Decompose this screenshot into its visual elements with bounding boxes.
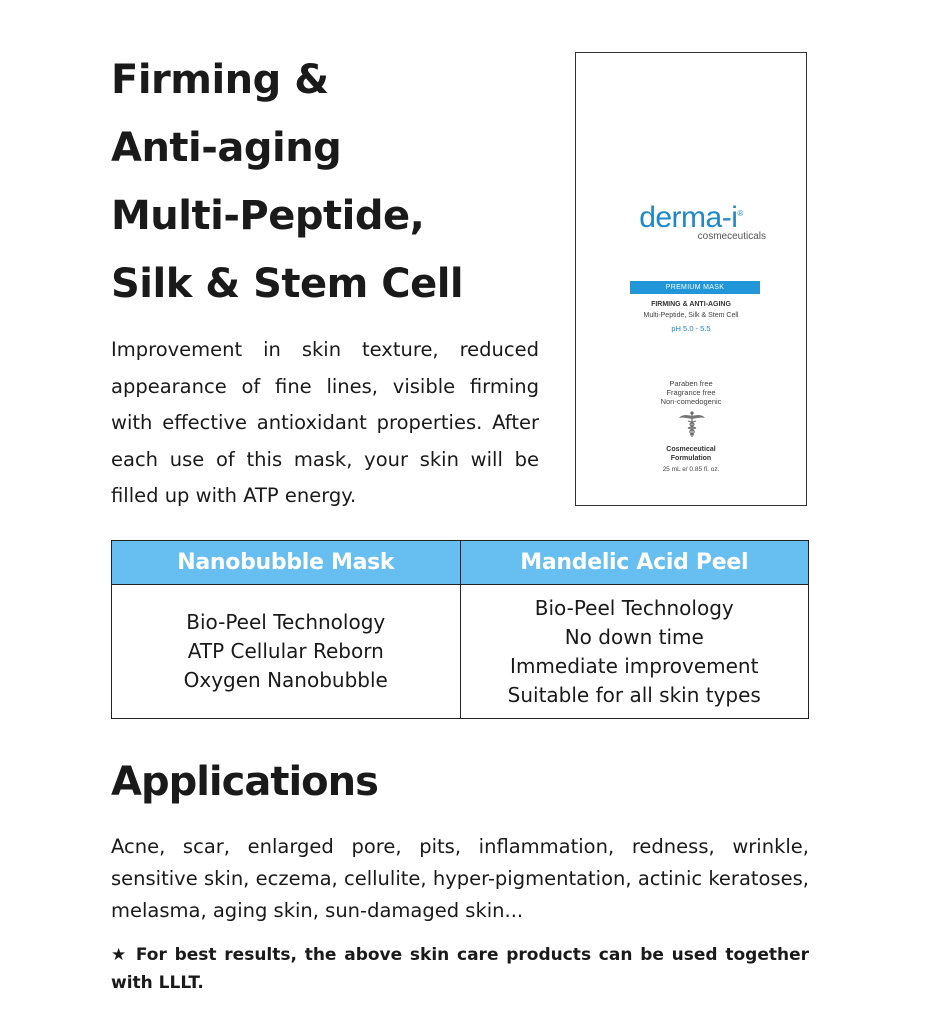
intro-paragraph: Improvement in skin texture, reduced appearance of fine lines, visible firming with effective antioxidant properties. After each use of this mask, your skin will be filled up with ATP energy. [111,338,539,507]
page-title [111,46,551,318]
package-claims [576,379,806,406]
mandelic-features-cell [460,585,809,719]
package-logo [576,199,806,243]
list-item: Bio-Peel Technology [186,610,386,634]
header-mandelic-acid-peel: Mandelic Acid Peel [460,541,809,585]
package-band: PREMIUM MASK [630,281,760,294]
package-desc: Multi-Peptide, Silk & Stem Cell [643,312,739,319]
package-claim: Paraben free [669,379,713,388]
mandelic-features [461,594,809,710]
applications-heading: Applications [111,759,378,805]
note-text: For best results, the above skin care products can be used together with LLLT. [111,945,809,993]
package-claim: Fragrance free [666,388,716,397]
package-volume: 25 mL e/ 0.85 fl. oz. [662,466,720,473]
title-line-2: Anti-aging [111,125,342,171]
formulation-line: Cosmeceutical [666,446,716,453]
registered-mark: ® [737,209,743,218]
caduceus-icon [678,410,706,438]
formulation-line: Formulation [670,455,712,462]
list-item: No down time [564,624,704,649]
nanobubble-features-cell [112,585,461,719]
list-item: Suitable for all skin types [507,682,761,707]
package-brand-sub: cosmeceuticals [697,231,766,242]
comparison-table [111,540,809,719]
title-line-3: Multi-Peptide, [111,193,425,239]
table-header-row [112,541,809,585]
applications-text: Acne, scar, enlarged pore, pits, inflammation, redness, wrinkle, sensitive skin, eczema, cellulite, hyper-pigmentation, actinic keratoses, melasma, aging skin, sun-damaged skin... [111,835,809,922]
header-nanobubble-mask: Nanobubble Mask [112,541,461,585]
list-item: Bio-Peel Technology [534,595,734,620]
package-ph: pH 5.0 - 5.5 [671,324,711,333]
best-results-note [111,941,809,997]
nanobubble-features [112,608,460,695]
package-brand-name: derma-i® [639,201,743,234]
package-formulation [576,445,806,463]
title-line-1: Firming & [111,57,329,103]
star-icon: ★ [111,945,129,965]
list-item: ATP Cellular Reborn [187,639,384,663]
list-item: Immediate improvement [510,653,759,678]
package-claim: Non-comedogenic [660,397,722,406]
product-package-image [575,52,807,506]
package-firming: FIRMING & ANTI-AGING [651,301,731,308]
title-line-4: Silk & Stem Cell [111,261,464,307]
list-item: Oxygen Nanobubble [183,668,388,692]
table-row [112,585,809,719]
